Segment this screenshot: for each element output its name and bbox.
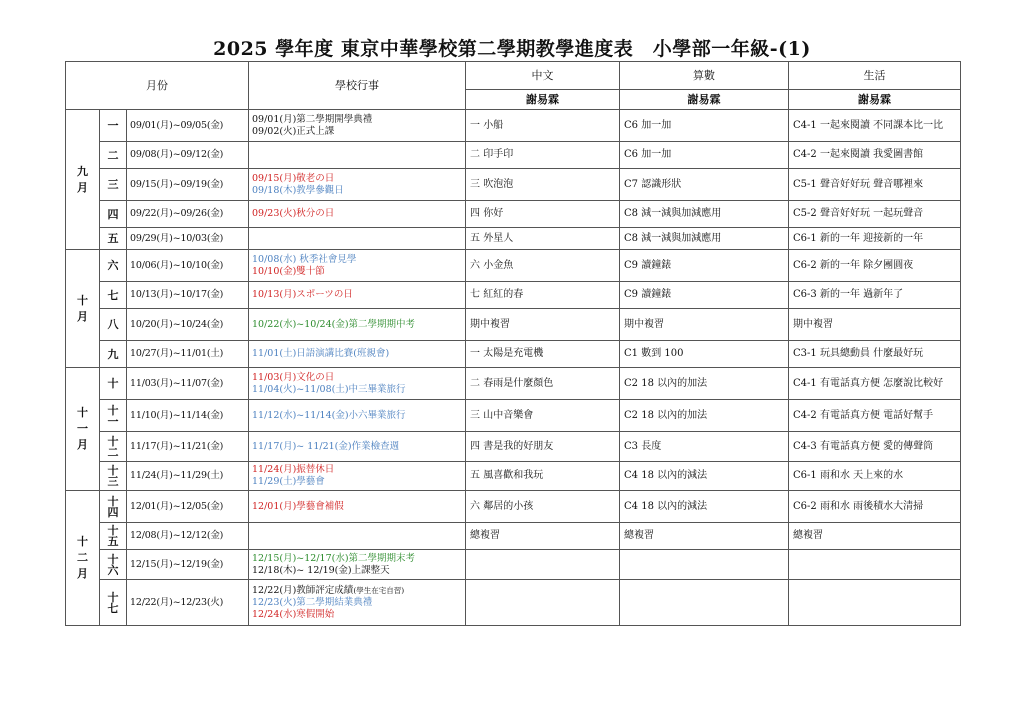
- school-events: [249, 169, 466, 201]
- school-events: [249, 142, 466, 169]
- life-lesson: C6-1 新的一年 迎接新的一年: [789, 228, 961, 250]
- math-lesson: C1 數到 100: [620, 341, 789, 368]
- life-lesson: C6-2 雨和水 雨後積水大清掃: [789, 491, 961, 523]
- week-number: 十 六: [100, 550, 127, 580]
- life-lesson: C6-1 雨和水 天上來的水: [789, 462, 961, 491]
- week-dates: 12/01(月)~12/05(金): [127, 491, 249, 523]
- event-line: [252, 208, 462, 220]
- event-line: [252, 565, 462, 577]
- week-row: [66, 550, 961, 580]
- week-number: 五: [100, 228, 127, 250]
- event-line: [252, 372, 462, 384]
- math-lesson: C7 認識形狀: [620, 169, 789, 201]
- math-lesson: C6 加一加: [620, 142, 789, 169]
- event-line: [252, 185, 462, 197]
- week-number: 十 一: [100, 400, 127, 432]
- chinese-lesson: 三 山中音樂會: [466, 400, 620, 432]
- week-row: [66, 491, 961, 523]
- week-number: 一: [100, 110, 127, 142]
- chinese-lesson: 二 春雨是什麼顏色: [466, 368, 620, 400]
- event-line: [252, 476, 462, 488]
- week-number: 四: [100, 201, 127, 228]
- events-header: 學校行事: [249, 62, 466, 110]
- month-label: 九 月: [66, 110, 100, 250]
- week-dates: 11/17(月)~11/21(金): [127, 432, 249, 462]
- chinese-header: 中文: [466, 62, 620, 90]
- week-dates: 11/03(月)~11/07(金): [127, 368, 249, 400]
- week-row: [66, 341, 961, 368]
- life-lesson: C4-1 一起來閱讀 不同課本比一比: [789, 110, 961, 142]
- school-events: [249, 228, 466, 250]
- week-row: [66, 462, 961, 491]
- chinese-teacher: 謝易霖: [466, 90, 620, 110]
- life-lesson: C3-1 玩具總動員 什麼最好玩: [789, 341, 961, 368]
- week-dates: 11/10(月)~11/14(金): [127, 400, 249, 432]
- chinese-lesson: 四 書是我的好朋友: [466, 432, 620, 462]
- event-text: 11/24(月)振替休日: [252, 464, 335, 475]
- math-lesson: 期中複習: [620, 309, 789, 341]
- week-number: 十 四: [100, 491, 127, 523]
- week-number: 八: [100, 309, 127, 341]
- week-number: 九: [100, 341, 127, 368]
- chinese-lesson: 一 小船: [466, 110, 620, 142]
- week-dates: 12/22(月)~12/23(火): [127, 580, 249, 626]
- week-row: [66, 228, 961, 250]
- event-text: 09/02(火)正式上課: [252, 125, 335, 137]
- week-dates: 12/15(月)~12/19(金): [127, 550, 249, 580]
- schedule-table: [65, 61, 961, 626]
- school-events: [249, 201, 466, 228]
- event-line: [252, 609, 462, 621]
- life-lesson: C4-1 有電話真方便 怎麼說比較好: [789, 368, 961, 400]
- week-row: [66, 368, 961, 400]
- event-line: [252, 289, 462, 301]
- event-line: [252, 126, 462, 138]
- week-row: [66, 169, 961, 201]
- week-number: 二: [100, 142, 127, 169]
- week-number: 三: [100, 169, 127, 201]
- week-dates: 09/22(月)~09/26(金): [127, 201, 249, 228]
- week-row: [66, 110, 961, 142]
- event-text: 11/04(火)~11/08(土)中三畢業旅行: [252, 383, 406, 395]
- life-header: 生活: [789, 62, 961, 90]
- week-dates: 09/08(月)~09/12(金): [127, 142, 249, 169]
- week-dates: 09/01(月)~09/05(金): [127, 110, 249, 142]
- page-title: 2025 學年度 東京中華學校第二學期教學進度表 小學部一年級-(1): [213, 38, 811, 60]
- event-line: [252, 266, 462, 278]
- week-number: 十 二: [100, 432, 127, 462]
- week-row: [66, 580, 961, 626]
- week-row: [66, 201, 961, 228]
- school-events: [249, 491, 466, 523]
- event-text: 09/23(火)秋分の日: [252, 208, 335, 219]
- week-number: 十 五: [100, 523, 127, 550]
- event-line: [252, 173, 462, 185]
- event-line: [252, 464, 462, 476]
- math-lesson: C9 讀鐘錶: [620, 282, 789, 309]
- event-line: [252, 254, 462, 266]
- chinese-lesson: [466, 580, 620, 626]
- event-text: 12/24(水)寒假開始: [252, 608, 335, 620]
- week-number: 十 七: [100, 580, 127, 626]
- school-events: [249, 309, 466, 341]
- event-text: 09/15(月)敬老の日: [252, 172, 335, 184]
- life-lesson: [789, 550, 961, 580]
- week-number: 六: [100, 250, 127, 282]
- event-text: 12/15(月)~12/17(水)第二學期期末考: [252, 552, 416, 564]
- event-line: [252, 319, 462, 331]
- event-note: (學生在宅自習): [353, 585, 405, 595]
- life-lesson: C4-2 有電話真方便 電話好幫手: [789, 400, 961, 432]
- week-dates: 10/27(月)~11/01(土): [127, 341, 249, 368]
- math-header: 算數: [620, 62, 789, 90]
- life-lesson: [789, 580, 961, 626]
- school-events: [249, 432, 466, 462]
- event-text: 11/29(土)學藝會: [252, 476, 325, 487]
- math-lesson: C2 18 以內的加法: [620, 368, 789, 400]
- chinese-lesson: 四 你好: [466, 201, 620, 228]
- chinese-lesson: 六 鄰居的小孩: [466, 491, 620, 523]
- event-line: [252, 410, 462, 422]
- chinese-lesson: [466, 550, 620, 580]
- week-row: [66, 142, 961, 169]
- event-line: [252, 441, 462, 453]
- event-text: 10/10(金)雙十節: [252, 265, 325, 277]
- chinese-lesson: 總複習: [466, 523, 620, 550]
- school-events: [249, 282, 466, 309]
- week-row: [66, 282, 961, 309]
- week-number: 七: [100, 282, 127, 309]
- school-events: [249, 250, 466, 282]
- life-lesson: C6-2 新的一年 除夕團圓夜: [789, 250, 961, 282]
- school-events: [249, 400, 466, 432]
- school-events: [249, 523, 466, 550]
- week-dates: 11/24(月)~11/29(土): [127, 462, 249, 491]
- school-events: [249, 580, 466, 626]
- chinese-lesson: 五 外星人: [466, 228, 620, 250]
- chinese-lesson: 一 太陽是充電機: [466, 341, 620, 368]
- school-events: [249, 341, 466, 368]
- life-lesson: C4-3 有電話真方便 愛的傳聲筒: [789, 432, 961, 462]
- week-row: [66, 523, 961, 550]
- week-dates: 10/13(月)~10/17(金): [127, 282, 249, 309]
- life-lesson: 總複習: [789, 523, 961, 550]
- event-text: 10/22(水)~10/24(金)第二學期期中考: [252, 318, 416, 330]
- event-text: 09/18(木)教學參觀日: [252, 184, 344, 196]
- event-text: 10/13(月)スポーツの日: [252, 289, 353, 300]
- event-text: 12/01(月)學藝會補假: [252, 500, 344, 512]
- event-line: [252, 585, 462, 597]
- math-lesson: C4 18 以內的減法: [620, 491, 789, 523]
- school-events: [249, 368, 466, 400]
- event-text: 11/01(土)日語演講比賽(班親會): [252, 348, 390, 359]
- chinese-lesson: 期中複習: [466, 309, 620, 341]
- life-teacher: 謝易霖: [789, 90, 961, 110]
- week-dates: 12/08(月)~12/12(金): [127, 523, 249, 550]
- chinese-lesson: 二 印手印: [466, 142, 620, 169]
- event-line: [252, 553, 462, 565]
- life-lesson: C5-1 聲音好好玩 聲音哪裡來: [789, 169, 961, 201]
- math-lesson: C2 18 以內的加法: [620, 400, 789, 432]
- event-text: 11/12(水)~11/14(金)小六畢業旅行: [252, 409, 406, 421]
- week-row: [66, 250, 961, 282]
- event-line: [252, 501, 462, 513]
- math-lesson: C8 減一減與加減應用: [620, 228, 789, 250]
- life-lesson: C5-2 聲音好好玩 一起玩聲音: [789, 201, 961, 228]
- chinese-lesson: 五 風喜歡和我玩: [466, 462, 620, 491]
- chinese-lesson: 七 紅紅的春: [466, 282, 620, 309]
- week-row: [66, 400, 961, 432]
- chinese-lesson: 六 小金魚: [466, 250, 620, 282]
- week-number: 十: [100, 368, 127, 400]
- life-lesson: C4-2 一起來閱讀 我愛圖書館: [789, 142, 961, 169]
- math-lesson: C9 讀鐘錶: [620, 250, 789, 282]
- month-header: 月份: [66, 62, 249, 110]
- month-label: 十 二 月: [66, 491, 100, 626]
- math-lesson: [620, 580, 789, 626]
- event-line: [252, 597, 462, 609]
- math-lesson: C8 減一減與加減應用: [620, 201, 789, 228]
- school-events: [249, 110, 466, 142]
- week-row: [66, 432, 961, 462]
- week-dates: 09/15(月)~09/19(金): [127, 169, 249, 201]
- life-lesson: C6-3 新的一年 過新年了: [789, 282, 961, 309]
- event-text: 10/08(水) 秋季社會見學: [252, 253, 357, 265]
- event-line: [252, 348, 462, 360]
- life-lesson: 期中複習: [789, 309, 961, 341]
- school-events: [249, 462, 466, 491]
- school-events: [249, 550, 466, 580]
- event-text: 11/03(月)文化の日: [252, 371, 335, 383]
- math-lesson: 總複習: [620, 523, 789, 550]
- chinese-lesson: 三 吹泡泡: [466, 169, 620, 201]
- event-text: 11/17(月)~ 11/21(金)作業檢查週: [252, 440, 400, 452]
- event-text: 12/18(木)~ 12/19(金)上課整天: [252, 564, 390, 576]
- event-text: 12/22(月)教師評定成績: [252, 584, 354, 596]
- week-row: [66, 309, 961, 341]
- month-label: 十 月: [66, 250, 100, 368]
- week-dates: 10/06(月)~10/10(金): [127, 250, 249, 282]
- week-number: 十 三: [100, 462, 127, 491]
- month-label: 十 一 月: [66, 368, 100, 491]
- math-teacher: 謝易霖: [620, 90, 789, 110]
- math-lesson: C3 長度: [620, 432, 789, 462]
- event-line: [252, 384, 462, 396]
- event-text: 12/23(火)第二學期結業典禮: [252, 596, 373, 608]
- event-text: 09/01(月)第二學期開學典禮: [252, 113, 373, 125]
- math-lesson: C6 加一加: [620, 110, 789, 142]
- event-line: [252, 114, 462, 126]
- math-lesson: C4 18 以內的減法: [620, 462, 789, 491]
- week-dates: 10/20(月)~10/24(金): [127, 309, 249, 341]
- math-lesson: [620, 550, 789, 580]
- week-dates: 09/29(月)~10/03(金): [127, 228, 249, 250]
